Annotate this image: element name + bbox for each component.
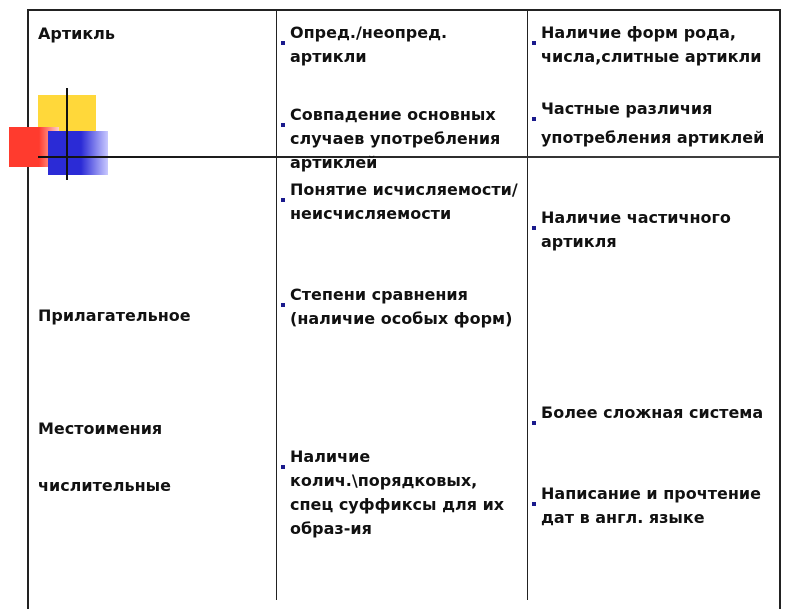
bullet-icon <box>532 226 536 230</box>
list-item: Опред./неопред. артикли <box>280 21 525 69</box>
decor-vertical-line <box>66 88 68 180</box>
list-item: Наличие колич.\порядковых, спец суффиксы для их образ-ия <box>280 445 525 541</box>
bullet-icon <box>281 465 285 469</box>
list-item: Более сложная система <box>531 401 776 425</box>
bullet-icon <box>532 41 536 45</box>
bullet-icon <box>532 502 536 506</box>
row-label-pronouns: Местоимения <box>38 419 163 438</box>
list-item: Написание и прочтение дат в англ. языке <box>531 482 776 530</box>
row-label-adjective: Прилагательное <box>38 306 191 325</box>
list-item: употребления артиклей <box>541 128 765 147</box>
list-item: Наличие форм рода, числа,слитные артикли <box>531 21 776 69</box>
bullet-icon <box>532 117 536 121</box>
decor-blue-square <box>48 131 108 175</box>
list-item: Совпадение основных случаев употребления артиклей <box>280 103 525 175</box>
bullet-icon <box>532 421 536 425</box>
list-item: Частные различия <box>531 97 776 121</box>
column-divider-1 <box>276 9 277 600</box>
list-item: Степени сравнения (наличие особых форм) <box>280 283 525 331</box>
column-divider-2 <box>527 9 528 600</box>
bullet-icon <box>281 198 285 202</box>
bullet-icon <box>281 123 285 127</box>
list-item: Наличие частичного артикля <box>531 206 776 254</box>
list-item: Понятие исчисляемости/неисчисляемости <box>280 178 525 226</box>
bullet-icon <box>281 303 285 307</box>
row-label-article: Артикль <box>38 24 116 43</box>
row-label-numerals: числительные <box>38 476 171 495</box>
bullet-icon <box>281 41 285 45</box>
